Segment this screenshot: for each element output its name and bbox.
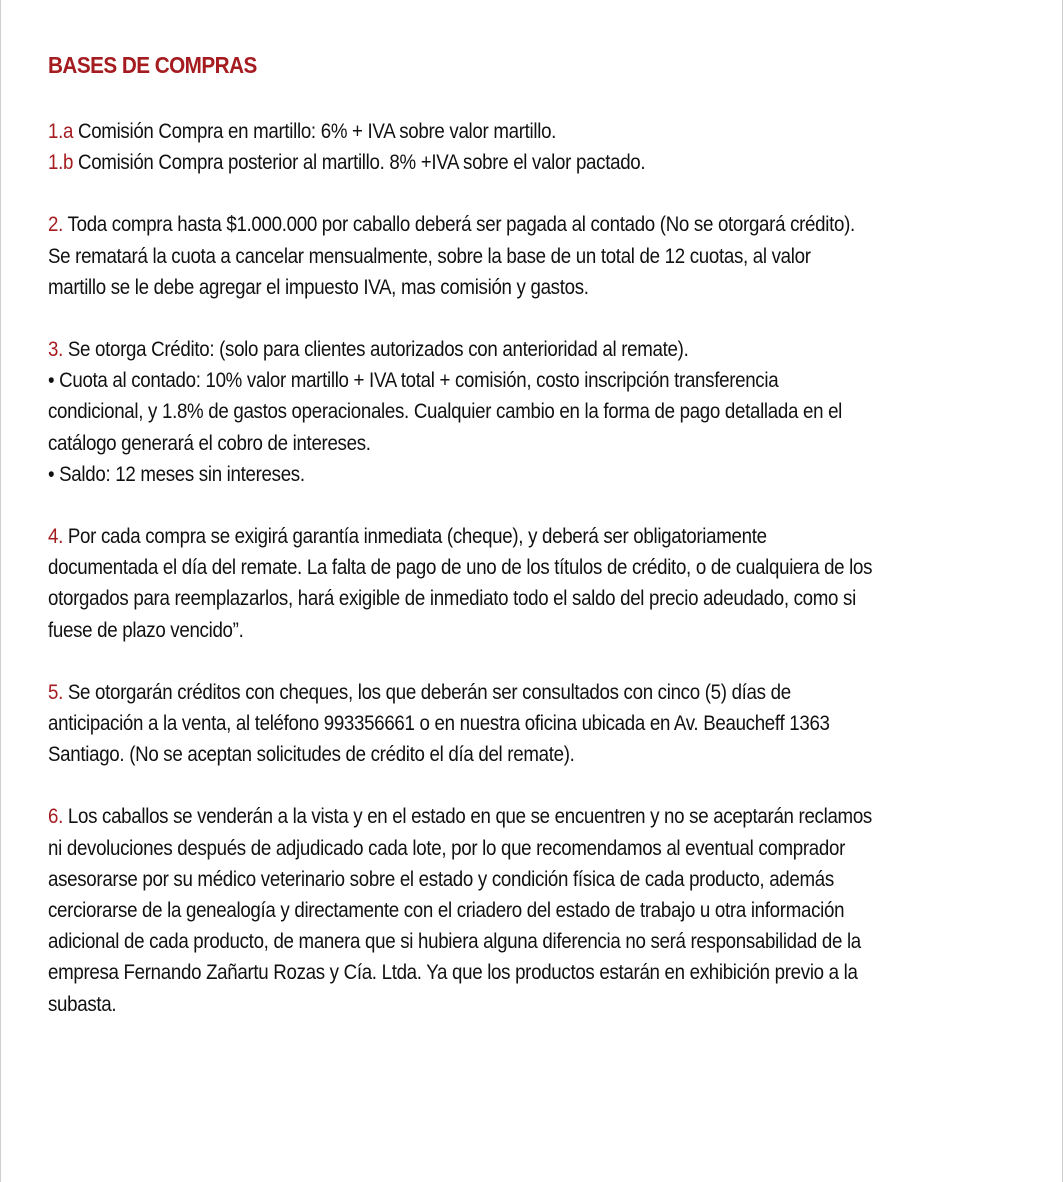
clause-2 (48, 209, 1038, 303)
clause-number: 2. (48, 212, 63, 237)
clause-text: Los caballos se venderán a la vista y en el estado en que se encuentren y no se aceptarán reclamos (62, 804, 872, 829)
clause-line (48, 116, 909, 147)
clause-line: empresa Fernando Zañartu Rozas y Cía. Ltda. Ya que los productos estarán en exhibición previo a la (48, 960, 858, 985)
clause-line (48, 521, 909, 552)
clause-line: • Cuota al contado: 10% valor martillo + IVA total + comisión, costo inscripción transferencia (48, 368, 779, 393)
clause-line: fuese de plazo vencido”. (48, 617, 244, 642)
clause-1 (48, 116, 1038, 178)
clause-number: 3. (48, 337, 63, 362)
clause-number: 1.a (48, 119, 74, 143)
clause-5 (48, 677, 1038, 771)
clause-text: Por cada compra se exigirá garantía inmediata (cheque), y deberá ser obligatoriamente (62, 524, 767, 549)
clause-line (48, 147, 909, 178)
clause-line: • Saldo: 12 meses sin intereses. (48, 461, 305, 486)
clause-number: 1.b (48, 150, 74, 175)
clause-line: catálogo generará el cobro de intereses. (48, 430, 371, 455)
clause-line: documentada el día del remate. La falta de pago de uno de los títulos de crédito, o de cualquiera de los (48, 555, 873, 580)
clause-line: condicional, y 1.8% de gastos operacionales. Cualquier cambio en la forma de pago detallada en el (48, 399, 843, 424)
clause-text: Toda compra hasta $1.000.000 por caballo deberá ser pagada al contado (No se otorgará crédito). (62, 212, 855, 237)
clause-line (48, 334, 909, 365)
clause-number: 4. (48, 524, 63, 549)
clause-4 (48, 521, 1038, 646)
document-title: BASES DE COMPRAS (48, 52, 257, 78)
clause-6 (48, 801, 1038, 1019)
clause-line: Santiago. (No se aceptan solicitudes de crédito el día del remate). (48, 742, 575, 767)
clause-line: ni devoluciones después de adjudicado cada lote, por lo que recomendamos al eventual comprador (48, 835, 846, 860)
clause-3 (48, 334, 1038, 490)
clause-line: adicional de cada producto, de manera que si hubiera alguna diferencia no será responsabilidad de la (48, 929, 861, 954)
clause-line: anticipación a la venta, al teléfono 993356661 o en nuestra oficina ubicada en Av. Beaucheff 1363 (48, 711, 830, 736)
clause-text: Comisión Compra en martillo: 6% + IVA sobre valor martillo. (73, 119, 557, 143)
clause-text: Se otorgarán créditos con cheques, los que deberán ser consultados con cinco (5) días de (62, 679, 791, 704)
clause-text: Se otorga Crédito: (solo para clientes autorizados con anterioridad al remate). (62, 337, 689, 362)
document-content (48, 50, 1038, 1020)
clause-number: 5. (48, 679, 63, 704)
clause-text: Comisión Compra posterior al martillo. 8% +IVA sobre el valor pactado. (73, 150, 646, 175)
clause-line (48, 209, 909, 240)
clause-line: cerciorarse de la genealogía y directamente con el criadero del estado de trabajo u otra información (48, 898, 845, 923)
clause-line (48, 801, 909, 832)
clause-line: otorgados para reemplazarlos, hará exigible de inmediato todo el saldo del precio adeudado, como si (48, 586, 856, 611)
clause-number: 6. (48, 804, 63, 829)
clause-line: asesorarse por su médico veterinario sobre el estado y condición física de cada producto, además (48, 866, 834, 891)
clause-line: martillo se le debe agregar el impuesto IVA, mas comisión y gastos. (48, 274, 589, 299)
clause-line (48, 677, 909, 708)
clause-line: subasta. (48, 991, 117, 1016)
clause-line: Se rematará la cuota a cancelar mensualmente, sobre la base de un total de 12 cuotas, al valor (48, 243, 811, 268)
